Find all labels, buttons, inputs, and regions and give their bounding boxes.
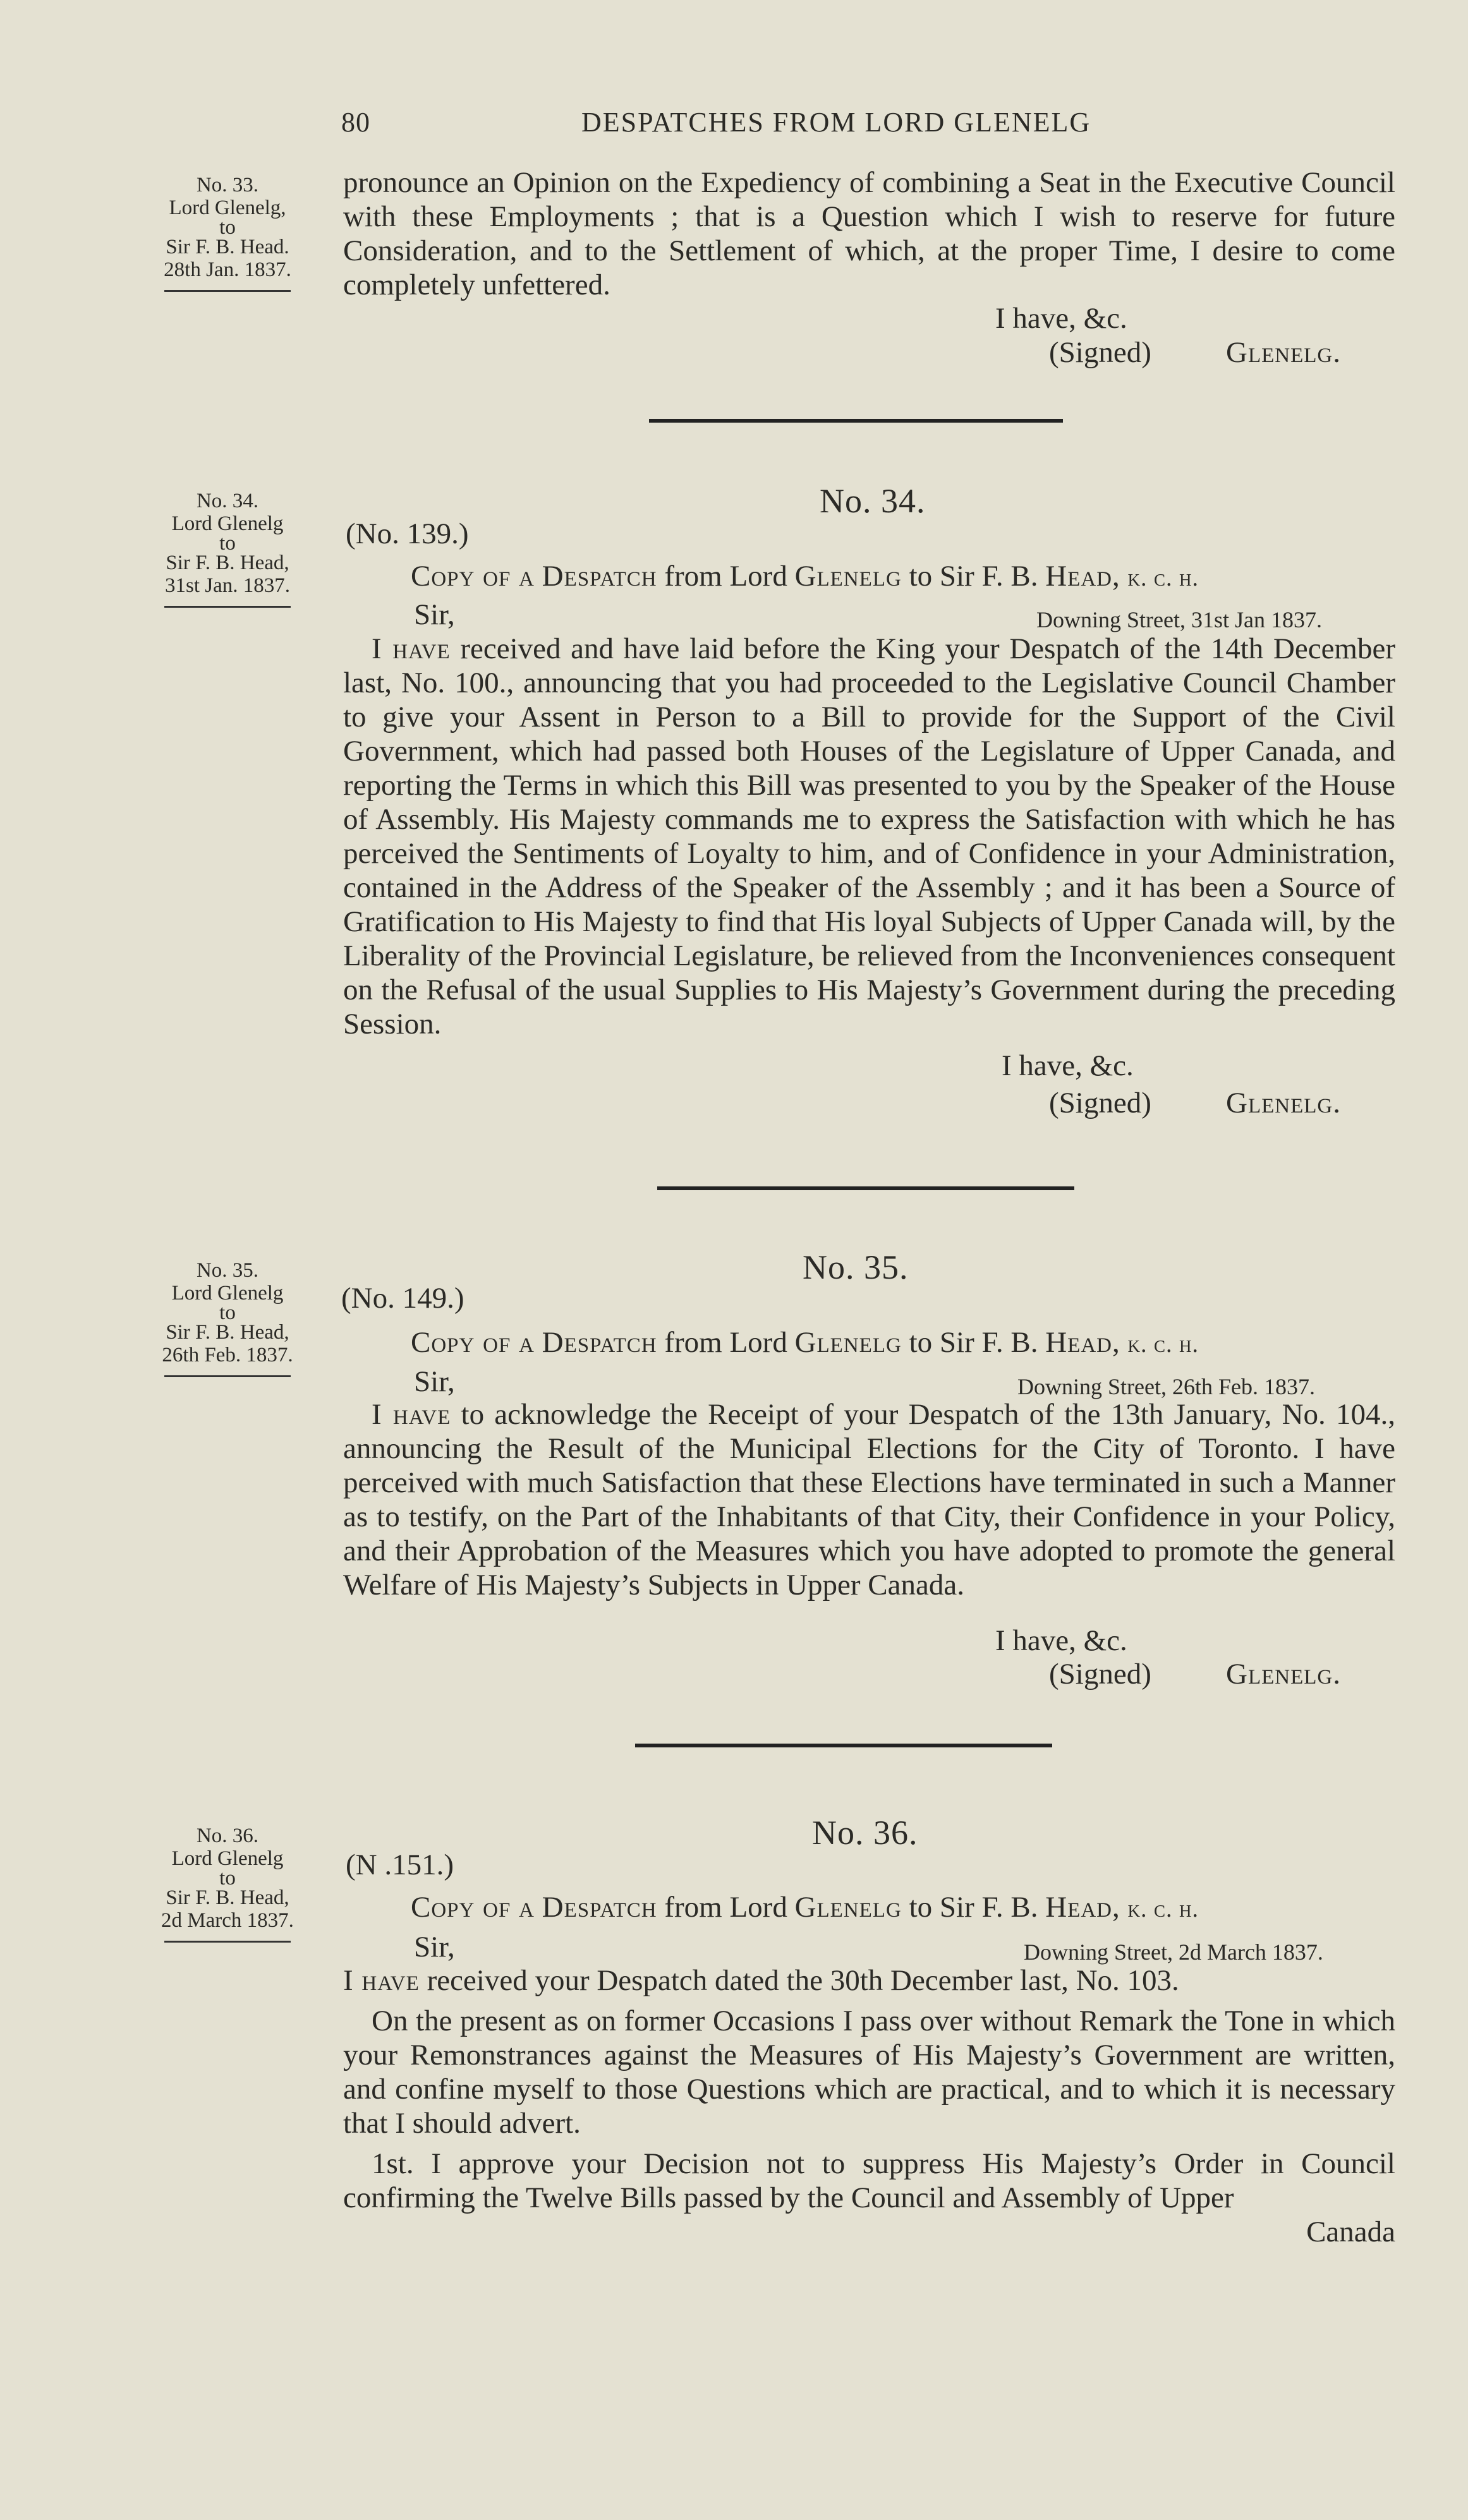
despatch-35-closing: I have, &c. [995, 1624, 1127, 1657]
despatch-36-place: Downing Street, 2d March 1837. [1024, 1939, 1323, 1965]
from-word: from Lord [664, 1891, 787, 1924]
sender-name: Glenelg [794, 1326, 902, 1359]
despatch-34-signature: Glenelg. [1226, 1087, 1341, 1119]
despatch-36-salutation: Sir, [414, 1931, 455, 1963]
margin-note-recipient: Sir F. B. Head, [166, 1321, 289, 1344]
recipient-title: k. c. h. [1127, 1331, 1199, 1358]
margin-note-35 [120, 1259, 335, 1377]
section-divider [649, 419, 1063, 423]
despatch-35-text: to acknowledge the Receipt of your Despatch of the 13th January, No. 104., announcing the Result of the Municipal Elections for the City of Toronto. I have perceived with much Satisfaction that these Elections have terminated in such a Manner as to testify, on the Part of the Inhabitants of that City, their Confidence in your Policy, and their Approbation of the Measures which you have adopted to promote the general Welfare of His Majesty’s Subjects in Upper Canada. [343, 1398, 1396, 1601]
to-word: to Sir F. B. [909, 1891, 1038, 1924]
margin-note-date: 2d March 1837. [161, 1909, 294, 1932]
from-word: from Lord [664, 560, 787, 593]
despatch-36-copy-line [411, 1890, 1199, 1924]
despatch-35-salutation: Sir, [414, 1365, 455, 1398]
margin-note-from: Lord Glenelg [171, 1847, 284, 1870]
despatch-35-heading: No. 35. [803, 1248, 909, 1286]
margin-note-to: to [219, 1867, 236, 1890]
margin-note-number: No. 36. [196, 1824, 259, 1847]
margin-note-from: Lord Glenelg [171, 512, 284, 535]
to-word: to Sir F. B. [909, 560, 1038, 593]
despatch-34-copy-line [411, 559, 1199, 593]
recipient-name: Head, [1045, 1326, 1120, 1359]
recipient-name: Head, [1045, 560, 1120, 593]
despatch-35-body [343, 1397, 1395, 1602]
lead-words: I have [372, 632, 451, 665]
margin-note-date: 31st Jan. 1837. [165, 574, 290, 597]
despatch-35-signature: Glenelg. [1226, 1658, 1341, 1691]
despatch-34-heading: No. 34. [820, 482, 926, 520]
copy-word: Copy of a [411, 1326, 535, 1359]
copy-word: Copy of a [411, 1891, 535, 1924]
despatch-36-ref: (N .151.) [346, 1848, 454, 1881]
lead-words: I have [343, 1964, 420, 1997]
despatch-34-closing: I have, &c. [1002, 1049, 1134, 1082]
margin-note-to: to [219, 532, 236, 555]
despatch-35-place: Downing Street, 26th Feb. 1837. [1017, 1374, 1315, 1399]
despatch-33-signature: Glenelg. [1226, 336, 1341, 369]
margin-note-33 [120, 174, 335, 292]
catchword: Canada [1306, 2216, 1395, 2248]
despatch-36-heading: No. 36. [812, 1814, 918, 1852]
margin-note-to: to [219, 1301, 236, 1324]
despatch-33-body [343, 166, 1395, 302]
margin-note-number: No. 35. [196, 1259, 259, 1282]
sender-name: Glenelg [794, 1891, 902, 1924]
from-word: from Lord [664, 1326, 787, 1359]
recipient-title: k. c. h. [1127, 1896, 1199, 1922]
despatch-33-closing: I have, &c. [995, 302, 1127, 335]
despatch-36-text-3: 1st. I approve your Decision not to suppress His Majesty’s Order in Council confirming the Twelve Bills passed by the Council and Assembly of Upper [343, 2147, 1395, 2214]
section-divider [635, 1744, 1052, 1747]
despatch-word: Despatch [542, 1891, 657, 1924]
despatch-word: Despatch [542, 560, 657, 593]
despatch-word: Despatch [542, 1326, 657, 1359]
margin-note-recipient: Sir F. B. Head, [166, 1886, 289, 1909]
margin-note-recipient: Sir F. B. Head, [166, 552, 289, 574]
margin-note-rule [164, 290, 291, 292]
margin-note-recipient: Sir F. B. Head. [166, 236, 289, 258]
despatch-34-text: received and have laid before the King your Despatch of the 14th December last, No. 100., announcing that you had proceeded to the Legislative Council Chamber to give your Assent in Person to a Bill to provide for the Support of the Civil Government, which had passed both Houses of the Legislature of Upper Canada, and reporting the Terms in which this Bill was presented to you by the Speaker of the House of Assembly. His Majesty commands me to express the Satisfaction with which he has perceived the Sentiments of Loyalty to him, and of Confidence in your Administration, contained in the Address of the Speaker of the Assembly ; and it has been a Source of Gratification to His Majesty to find that His loyal Subjects of Upper Canada will, by the Liberality of the Provincial Legislature, be relieved from the Inconveniences consequent on the Refusal of the usual Supplies to His Majesty’s Government during the preceding Session. [343, 632, 1396, 1040]
margin-note-rule [164, 606, 291, 608]
margin-note-rule [164, 1941, 291, 1943]
despatch-35-signed: (Signed) [1049, 1658, 1151, 1691]
margin-note-34 [120, 490, 335, 608]
despatch-36-text-2: On the present as on former Occasions I pass over without Remark the Tone in which your Remonstrances against the Measures of His Majesty’s Government are written, and confine myself to those Questions which are practical, and to which it is necessary that I should advert. [343, 2005, 1395, 2140]
despatch-34-signed: (Signed) [1049, 1087, 1151, 1119]
margin-note-date: 26th Feb. 1837. [162, 1344, 293, 1366]
margin-note-rule [164, 1375, 291, 1377]
despatch-34-place: Downing Street, 31st Jan 1837. [1036, 607, 1322, 632]
sender-name: Glenelg [794, 560, 902, 593]
page-number: 80 [341, 107, 370, 138]
despatch-36-text-1: received your Despatch dated the 30th December last, No. 103. [427, 1964, 1179, 1997]
despatch-34-ref: (No. 139.) [346, 517, 469, 550]
margin-note-to: to [219, 216, 236, 239]
recipient-title: k. c. h. [1127, 565, 1199, 591]
margin-note-from: Lord Glenelg [171, 1282, 284, 1305]
margin-note-date: 28th Jan. 1837. [164, 258, 291, 281]
despatch-35-ref: (No. 149.) [341, 1282, 464, 1315]
lead-words: I have [372, 1398, 451, 1431]
margin-note-36 [120, 1824, 335, 1943]
despatch-35-copy-line [411, 1325, 1199, 1359]
margin-note-number: No. 34. [196, 490, 259, 512]
recipient-name: Head, [1045, 1891, 1120, 1924]
despatch-34-salutation: Sir, [414, 598, 455, 631]
margin-note-number: No. 33. [196, 174, 259, 196]
despatch-34-body [343, 632, 1395, 1041]
despatch-33-signed: (Signed) [1049, 336, 1151, 369]
to-word: to Sir F. B. [909, 1326, 1038, 1359]
copy-word: Copy of a [411, 560, 535, 593]
section-divider [657, 1186, 1074, 1190]
running-title: DESPATCHES FROM LORD GLENELG [581, 107, 1091, 138]
despatch-33-text: pronounce an Opinion on the Expediency of combining a Seat in the Executive Council with these Employments ; that is a Question which I wish to reserve for future Consideration, and to the Settlement of which, at the proper Time, I desire to come completely unfettered. [343, 166, 1395, 301]
margin-note-from: Lord Glenelg, [169, 196, 286, 219]
despatch-36-body [343, 1963, 1395, 2249]
